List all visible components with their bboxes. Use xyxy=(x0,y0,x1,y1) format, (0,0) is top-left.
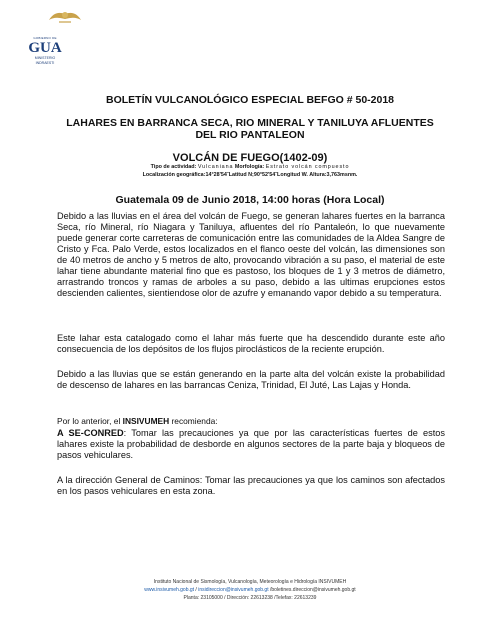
recommendation-conred xyxy=(57,428,445,461)
footer xyxy=(0,578,500,602)
activity-type-label: Tipo de actividad: xyxy=(150,164,197,170)
footer-email-link[interactable]: insidireccion@insivumeh.gob.gt xyxy=(198,587,269,593)
gov-ministry-name: INDRAESTI xyxy=(35,61,55,65)
footer-phones: Planta: 23105000 / Dirección: 22613238 /Telefax: 22613239 xyxy=(183,595,317,601)
paragraph-lahar-description: Debido a las lluvias en el área del volcán de Fuego, se generan lahares fuertes en la barranca Seca, río Mineral, río Niagara y Taniluya, afluentes del río Pantaleón, lo que nuevamente puede generar corte carreteras de comunicación entre las comunidades de la Aldea Sangre de Cristo y Fca. Palo Verde, estos localizados en el flanco oeste del volcán, las dimensiones son de 40 metros de ancho y 5 metros de alto, provocando vibración a su paso, el material de este lahar tiene abundante material fino que es pastoso, los bloques de 1 y 3 metros de diámetro, arrastrando troncos y ramas de arboles a su paso, debido a las ultimas erupciones estos descienden calientes, sientiendose olor de azufre y emanando vapor debido a su temperatura. xyxy=(57,211,445,298)
recommendation-intro xyxy=(57,416,445,427)
morphology-value: Estrato volcán compuesto xyxy=(265,164,350,170)
dateline: Guatemala 09 de Junio 2018, 14:00 horas (Hora Local) xyxy=(115,194,385,206)
bulletin-subtitle: LAHARES EN BARRANCA SECA, RIO MINERAL Y TANILUYA AFLUENTES DEL RIO PANTALEON xyxy=(66,117,434,141)
bulletin-title: BOLETÍN VULCANOLÓGICO ESPECIAL BEFGO # 50-2018 xyxy=(105,94,395,106)
paragraph-lahar-strength: Este lahar esta catalogado como el lahar más fuerte que ha descendido durante este año consecuencia de los depósitos de los flujos piroclásticos de la reciente erupción. xyxy=(57,333,445,354)
conred-label: A SE-CONRED xyxy=(57,428,124,438)
footer-links xyxy=(0,586,500,594)
rec-suffix: recomienda: xyxy=(171,416,218,426)
volcano-heading: VOLCÁN DE FUEGO(1402-09) xyxy=(172,152,328,164)
location-meta xyxy=(0,171,500,179)
footer-website-link[interactable]: www.insivumeh.gob.gt xyxy=(144,587,195,593)
paragraph-probability: Debido a las lluvias que se están generando en la parte alta del volcán existe la probabilidad de descenso de lahares en las barrancas Ceniza, Trinidad, El Juté, Las Lajas y Honda. xyxy=(57,369,445,390)
seal-emblem-icon xyxy=(45,6,85,26)
government-logo xyxy=(20,36,70,66)
footer-sep: / xyxy=(194,587,199,593)
morphology-label: Morfología: xyxy=(234,164,265,170)
footer-institution: Instituto Nacional de Sismología, Vulcanología, Meteorología e Hidrología INSIVUMEH xyxy=(153,579,347,585)
gov-ministry-label: MINISTERIO xyxy=(34,56,56,60)
footer-email-2: /boletines.direccion@insivumeh.gob.gt xyxy=(268,587,356,593)
location-label: Localización geográfica: xyxy=(142,172,206,178)
rec-prefix: Por lo anterior, el xyxy=(57,416,121,426)
location-value: 14°28'54˝Latitud N;90°52'54˝Longitud W. Altura:3,763msnm. xyxy=(205,172,358,178)
activity-meta xyxy=(0,163,500,171)
gov-small-label: GOBIERNO DE xyxy=(33,36,57,40)
rec-org: INSIVUMEH xyxy=(122,416,170,426)
conred-text: : Tomar las precauciones ya que por las características fuertes de estos lahares existe la probabilidad de desborde en algunos sectores de la parte baja y bloqueos de pasos vehiculares. xyxy=(57,428,445,460)
gov-brand-text: GUA xyxy=(28,40,62,56)
activity-type-value: Vulcaniana xyxy=(197,164,234,170)
recommendation-caminos: A la dirección General de Caminos: Tomar las precauciones ya que los caminos son afectados en los pasos vehiculares en esta zona. xyxy=(57,475,445,496)
